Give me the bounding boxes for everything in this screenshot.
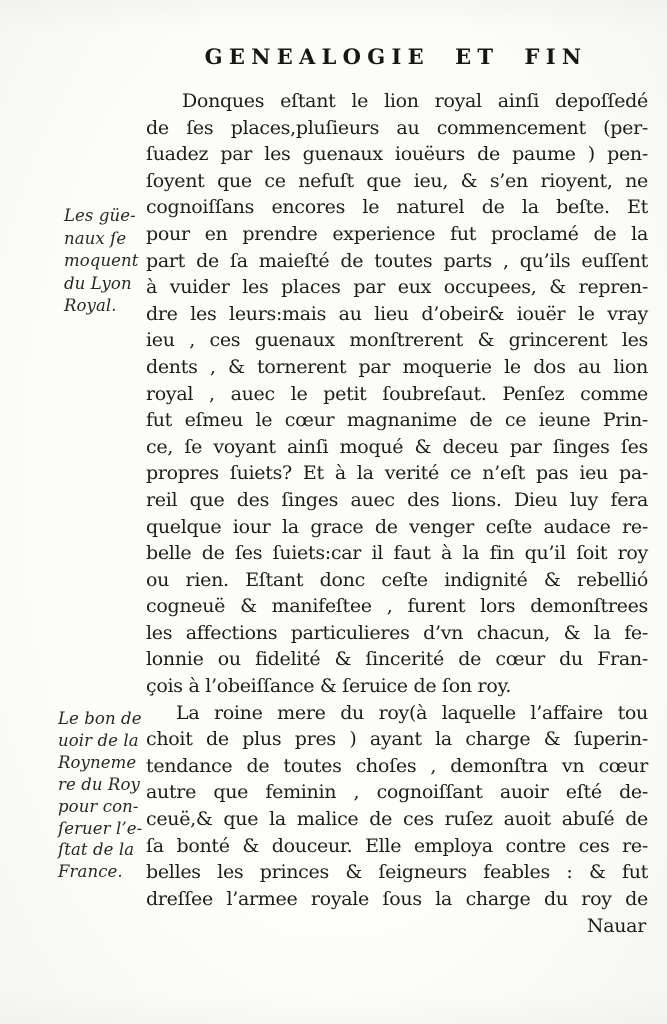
text-line: royal , auec le petit ſoubreſaut. Penſez comme — [146, 382, 648, 405]
text-line: dre les leurs:mais au lieu d’obeir& iouër le vray — [146, 302, 648, 325]
text-line: autre que feminin , cognoiſſant auoir eſté de- — [146, 781, 648, 804]
text-line: ieu , ces guenaux monſtrerent & grincerent les — [146, 329, 648, 352]
margin-note-line: re du Roy — [58, 774, 140, 794]
margin-note-line: ſtat de la — [58, 840, 135, 860]
text-line: dreſſee l’armee royale ſous la charge du roy de — [146, 887, 648, 910]
margin-note-line: Les güe- — [64, 206, 136, 225]
margin-note-guenaux — [64, 205, 148, 318]
text-line: de ſes places,pluſieurs au commencement (per- — [146, 116, 648, 139]
margin-note-line: Royal. — [64, 296, 117, 316]
margin-note-royne-mere — [58, 708, 148, 883]
margin-note-line: ſeruer l’e- — [58, 818, 143, 838]
text-line: cognoiſſans encores le naturel de la beſte. Et — [146, 196, 648, 219]
text-line: les affections particulieres d’vn chacun, & la fe- — [146, 621, 648, 644]
margin-note-line: naux ſe — [64, 228, 127, 248]
margin-note-line: Royneme — [58, 752, 137, 772]
margin-note-line: France. — [58, 862, 123, 882]
text-line: dents , & tornerent par moquerie le dos au lion — [146, 355, 648, 378]
text-line: propres ſuiets? Et à la verité ce n’eſt pas ieu pa- — [146, 462, 648, 485]
text-line: La roine mere du roy(à laquelle l’affaire tou — [176, 701, 648, 724]
text-line: à vuider les places par eux occupees, & repren- — [146, 276, 648, 299]
text-line: belles les princes & ſeigneurs feables : & fut — [146, 861, 648, 884]
text-line: choit de plus pres ) ayant la charge & ſuperin- — [146, 728, 648, 751]
text-line: reil que des ſinges auec des lions. Dieu luy fera — [146, 488, 648, 511]
margin-note-line: moquent — [64, 251, 139, 271]
text-line: quelque iour la grace de venger ceſte audace re- — [146, 515, 648, 538]
text-line: belle de ſes ſuiets:car il faut à la fin qu’il ſoit roy — [146, 542, 648, 565]
catchword-row — [146, 913, 648, 940]
text-line: Donques eſtant le lion royal ainſi depoſſedé — [182, 90, 648, 112]
margin-note-line: uoir de la — [58, 730, 139, 750]
text-line: ſoyent que ce nefuſt que ieu, & s’en rioyent, ne — [146, 169, 648, 192]
text-line: lonnie ou fidelité & ſincerité de cœur du Fran- — [146, 648, 648, 671]
text-line: fut eſmeu le cœur magnanime de ce ieune Prin- — [146, 409, 648, 432]
margin-note-line: Le bon de — [58, 709, 142, 728]
text-line: cogneuë & manifeſtee , furent lors demonſtrees — [146, 595, 648, 618]
margin-note-line: du Lyon — [64, 273, 132, 293]
text-line: ce, ſe voyant ainſi moqué & deceu par ſinges ſes — [146, 435, 648, 458]
text-line: çois à l’obeiſſance & ſeruice de ſon roy. — [146, 675, 512, 698]
margin-note-line: pour con- — [58, 796, 139, 816]
text-line: ceuë,& que la malice de ces ruſez auoit abuſé de — [146, 808, 648, 831]
text-line: ſuadez par les guenaux iouëurs de paume ) pen- — [146, 143, 648, 166]
text-line: pour en prendre experience fut proclamé de la — [146, 222, 648, 245]
running-title: GENEALOGIE ET FIN — [204, 44, 588, 69]
text-line: part de ſa maieſté de toutes parts , qu’ils euſſent — [146, 249, 648, 272]
text-line: ſa bonté & douceur. Elle employa contre ces re- — [146, 834, 648, 857]
text-line: ou rien. Eſtant donc ceſte indignité & rebellió — [146, 568, 648, 591]
text-line: tendance de toutes choſes , demonſtra vn cœur — [146, 754, 648, 777]
catchword: Nauar — [586, 915, 646, 938]
main-text-block — [146, 88, 648, 940]
